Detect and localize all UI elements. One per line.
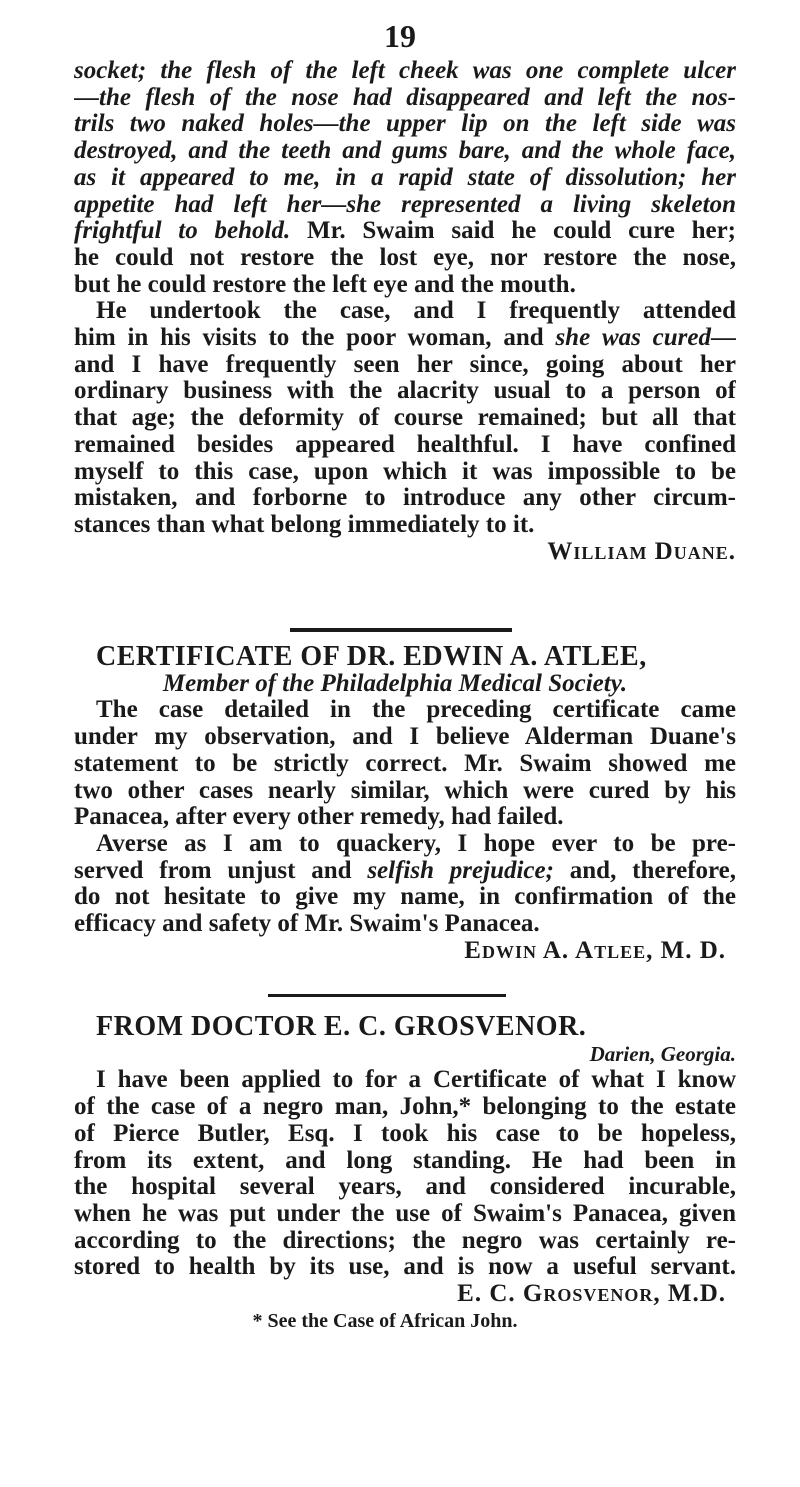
text-line: under my observation, and I believe Alderman Duane's [74,724,736,751]
signature-duane: William Duane. [547,538,736,565]
text-fragment: Mr. Swaim said he could cure her; [306,218,736,245]
text-fragment: selfish prejudice; [367,857,554,884]
text-line: efficacy and safety of Mr. Swaim's Panacea. [74,911,540,938]
text-line: I have been applied to for a Certificate of what I know [96,1067,736,1094]
text-line: stored to health by its use, and is now a useful servant. [74,1254,736,1281]
text-line: destroyed, and the teeth and gums bare, and the whole face, [74,138,736,165]
atlee-certificate [74,644,736,964]
signature-grosvenor: E. C. Grosvenor, M.D. [457,1281,726,1308]
footnote: * See the Case of African John. [252,1309,518,1332]
text-line: two other cases nearly similar, which were cured by his [74,777,736,804]
section-subtitle: Member of the Philadelphia Medical Society. [162,670,628,697]
section-title: FROM DOCTOR E. C. GROSVENOR. [96,1014,587,1041]
duane-statement [74,58,736,565]
text-line: stances than what belong immediately to it. [74,511,535,538]
text-line: trils two naked holes—the upper lip on the left side was [74,111,736,138]
text-line: the hospital several years, and considered incurable, [74,1174,736,1201]
section-divider [290,628,512,632]
text-line [74,325,736,352]
text-line: myself to this case, upon which it was impossible to be [74,458,736,485]
text-line: of the case of a negro man, John,* belonging to the estate [74,1094,736,1121]
text-line [74,858,736,885]
text-line: from its extent, and long standing. He had been in [74,1147,736,1174]
text-line: Panacea, after every other remedy, had failed. [74,804,564,831]
signature-atlee: Edwin A. Atlee, M. D. [464,937,726,964]
text-line: appetite had left her—she represented a living skeleton [74,191,736,218]
section-divider [268,994,506,997]
text-fragment: frightful to behold. [74,218,291,245]
text-fragment: and, therefore, [569,857,736,884]
text-line: of Pierce Butler, Esq. I took his case to be hopeless, [74,1120,736,1147]
section-title: CERTIFICATE OF DR. EDWIN A. ATLEE, [96,644,647,671]
place-line: Darien, Georgia. [589,1041,736,1066]
grosvenor-letter [74,1014,736,1334]
text-line: socket; the flesh of the left cheek was one complete ulcer [74,58,736,84]
text-line: ordinary business with the alacrity usual to a person of [74,378,736,405]
text-line: according to the directions; the negro was certainly re- [74,1227,736,1254]
text-line: remained besides appeared healthful. I have confined [74,431,736,458]
text-line [74,218,736,245]
text-line: that age; the deformity of course remained; but all that [74,405,736,432]
text-line: but he could restore the left eye and the mouth. [74,271,576,298]
text-line: do not hesitate to give my name, in confirmation of the [74,884,736,911]
text-line: as it appeared to me, in a rapid state of dissolution; her [74,164,736,191]
text-line: and I have frequently seen her since, going about her [74,351,736,378]
text-fragment: him in his visits to the poor woman, and [74,325,544,352]
text-line: when he was put under the use of Swaim's Panacea, given [74,1200,736,1227]
page-number: 19 [384,18,416,54]
text-line: —the flesh of the nose had disappeared and left the nos- [74,84,736,111]
text-line: The case detailed in the preceding certificate came [96,697,736,724]
text-line: statement to be strictly correct. Mr. Swaim showed me [74,750,736,777]
text-line: he could not restore the lost eye, nor restore the nose, [74,244,736,271]
text-line: mistaken, and forborne to introduce any other circum- [74,485,736,512]
text-fragment: — [711,325,736,352]
text-fragment: served from unjust and [74,857,352,884]
text-fragment: she was cured [555,325,711,352]
text-line: He undertook the case, and I frequently attended [96,298,736,325]
text-line: Averse as I am to quackery, I hope ever to be pre- [96,830,736,857]
